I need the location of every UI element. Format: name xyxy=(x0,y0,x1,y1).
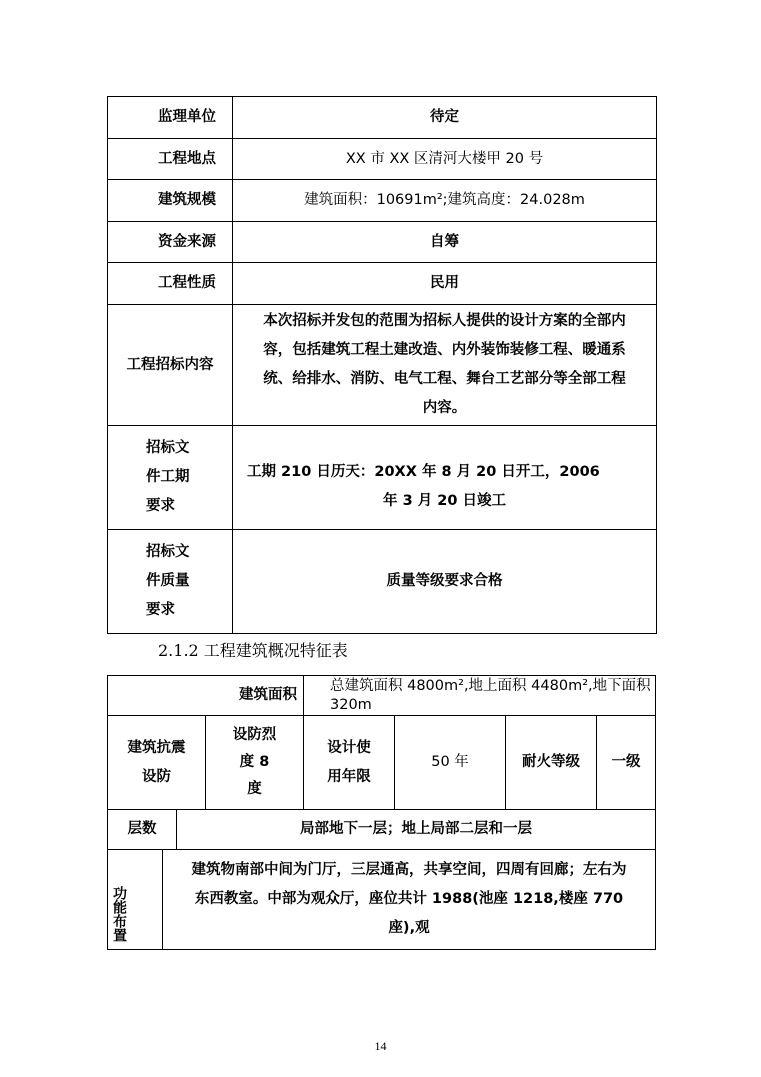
fire-rating-label: 耐火等级 xyxy=(506,716,597,810)
quality-label xyxy=(108,530,233,634)
area-value: 总建筑面积 4800m²,地上面积 4480m²,地下面积 320m xyxy=(304,676,656,716)
intensity-line: 度 xyxy=(247,781,262,797)
table-row xyxy=(108,530,657,634)
row-label-funding: 资金来源 xyxy=(108,222,233,263)
building-features-table xyxy=(107,675,656,950)
scope-line: 本次招标并发包的范围为招标人提供的设计方案的全部内 xyxy=(263,313,626,329)
layout-content xyxy=(163,850,656,950)
seismic-label xyxy=(108,716,206,810)
floors-value: 局部地下一层；地上局部二层和一层 xyxy=(177,810,656,850)
scope-label: 工程招标内容 xyxy=(108,305,233,426)
row-label-scale: 建筑规模 xyxy=(108,180,233,222)
floors-label: 层数 xyxy=(108,810,177,850)
row-label-nature: 工程性质 xyxy=(108,263,233,305)
schedule-label-line: 件工期 xyxy=(146,469,190,485)
layout-label-text: 功能布置 xyxy=(111,885,127,942)
table-row xyxy=(108,222,657,263)
schedule-label-line: 要求 xyxy=(146,498,175,514)
schedule-line: 年 3 月 20 日竣工 xyxy=(383,493,506,509)
quality-label-line: 要求 xyxy=(146,602,175,618)
scope-line: 内容。 xyxy=(422,400,467,416)
seismic-label-line: 建筑抗震 xyxy=(127,739,186,756)
fire-rating-value: 一级 xyxy=(597,716,656,810)
intensity-cell xyxy=(206,716,304,810)
intensity-line: 度 8 xyxy=(239,754,270,770)
layout-label xyxy=(108,850,163,950)
table-row xyxy=(108,426,657,530)
schedule-content xyxy=(233,426,657,530)
section-heading: 2.1.2 工程建筑概况特征表 xyxy=(158,641,348,660)
schedule-line: 工期 210 日历天：20XX 年 8 月 20 日开工，2006 xyxy=(247,464,600,480)
table-row xyxy=(108,305,657,426)
table-row xyxy=(108,850,656,950)
seismic-label-line: 设防 xyxy=(142,768,171,785)
quality-value: 质量等级要求合格 xyxy=(233,530,657,634)
quality-label-line: 招标文 xyxy=(146,544,190,560)
row-value-funding: 自筹 xyxy=(233,222,657,263)
table-row xyxy=(108,180,657,222)
scope-line: 容，包括建筑工程土建改造、内外装饰装修工程、暖通系 xyxy=(263,342,626,358)
layout-line: 东西教室。中部为观众厅，座位共计 1988(池座 1218,楼座 770 xyxy=(194,891,624,907)
quality-label-line: 件质量 xyxy=(146,573,190,589)
schedule-label xyxy=(108,426,233,530)
area-label: 建筑面积 xyxy=(108,676,304,716)
row-label-supervisor: 监理单位 xyxy=(108,97,233,139)
layout-line: 座),观 xyxy=(388,920,430,936)
layout-line: 建筑物南部中间为门厅，三层通高，共享空间，四周有回廊；左右为 xyxy=(191,862,627,878)
intensity-line: 设防烈 xyxy=(232,727,277,743)
row-value-nature: 民用 xyxy=(233,263,657,305)
design-life-value: 50 年 xyxy=(395,716,506,810)
design-life-label-line: 用年限 xyxy=(327,768,371,785)
project-info-table xyxy=(107,96,657,634)
page-number: 14 xyxy=(374,1039,387,1053)
scope-line: 统、给排水、消防、电气工程、舞台工艺部分等全部工程 xyxy=(263,371,626,387)
table-row xyxy=(108,676,656,716)
schedule-label-line: 招标文 xyxy=(146,440,190,456)
row-value-location: XX 市 XX 区清河大楼甲 20 号 xyxy=(233,139,657,180)
design-life-label-line: 设计使 xyxy=(327,739,371,756)
table-row xyxy=(108,810,656,850)
table-row xyxy=(108,97,657,139)
design-life-label xyxy=(304,716,395,810)
table-row xyxy=(108,263,657,305)
table-row xyxy=(108,716,656,810)
row-value-scale: 建筑面积：10691m²;建筑高度：24.028m xyxy=(233,180,657,222)
row-label-location: 工程地点 xyxy=(108,139,233,180)
row-value-supervisor: 待定 xyxy=(233,97,657,139)
table-row xyxy=(108,139,657,180)
scope-content xyxy=(233,305,657,426)
